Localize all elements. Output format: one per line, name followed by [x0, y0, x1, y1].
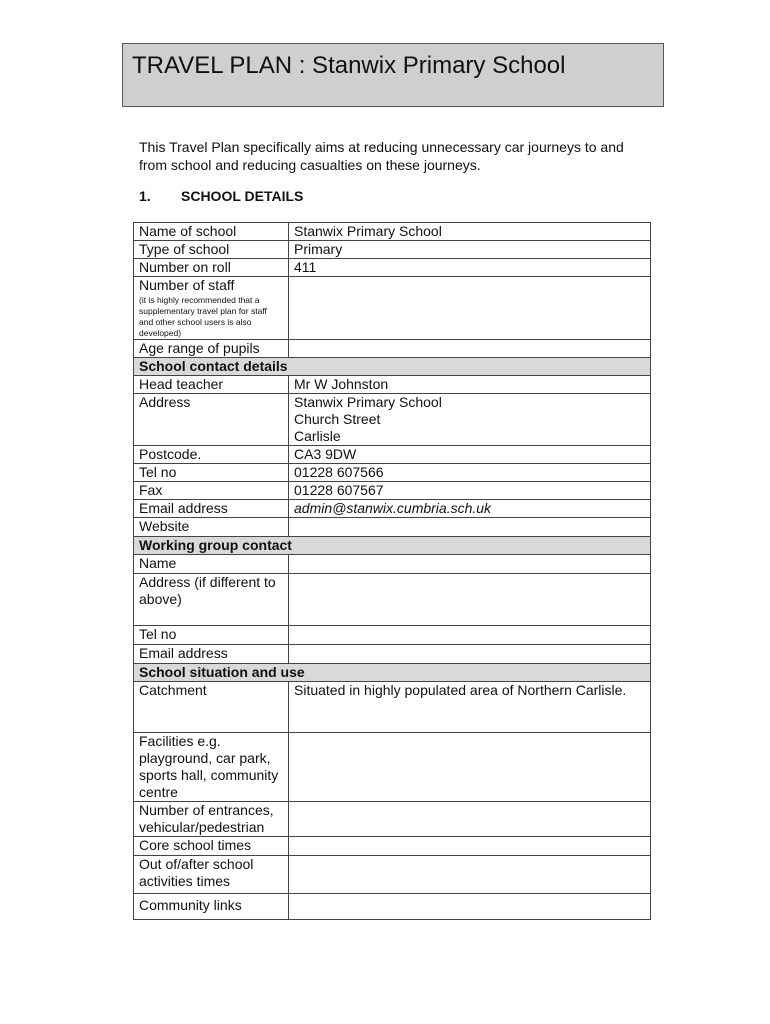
table-row	[134, 464, 651, 482]
row-value[interactable]: Situated in highly populated area of Northern Carlisle.	[289, 682, 651, 733]
section-row	[134, 664, 651, 682]
row-value[interactable]	[289, 645, 651, 664]
table-row	[134, 376, 651, 394]
section-number: 1.	[139, 188, 151, 204]
row-value[interactable]: Primary	[289, 241, 651, 259]
section-row-title: School contact details	[134, 358, 651, 376]
table-row	[134, 500, 651, 518]
row-label: Number of staff	[139, 277, 235, 293]
section-row-title: Working group contact	[134, 537, 651, 555]
row-label: Fax	[134, 482, 289, 500]
section-row	[134, 358, 651, 376]
row-label: Type of school	[134, 241, 289, 259]
row-label: Address	[134, 394, 289, 446]
row-label: Postcode.	[134, 446, 289, 464]
row-value[interactable]: 411	[289, 259, 651, 277]
table-row	[134, 340, 651, 358]
row-value[interactable]	[289, 733, 651, 802]
table-row	[134, 259, 651, 277]
table-row	[134, 241, 651, 259]
table-row	[134, 856, 651, 894]
title-box	[122, 43, 664, 107]
row-value[interactable]	[289, 574, 651, 626]
table-row	[134, 446, 651, 464]
table-row	[134, 555, 651, 574]
row-value[interactable]: CA3 9DW	[289, 446, 651, 464]
row-label: Facilities e.g. playground, car park, sports hall, community centre	[134, 733, 289, 802]
table-row	[134, 626, 651, 645]
table-row	[134, 802, 651, 837]
table-row	[134, 837, 651, 856]
row-label-cell	[134, 277, 289, 340]
row-label: Community links	[134, 894, 289, 920]
table-row	[134, 682, 651, 733]
row-value[interactable]	[289, 837, 651, 856]
school-details-table	[133, 222, 651, 920]
table-row	[134, 645, 651, 664]
row-label: Tel no	[134, 626, 289, 645]
row-value[interactable]: Stanwix Primary School	[289, 223, 651, 241]
table-row	[134, 482, 651, 500]
row-label: Tel no	[134, 464, 289, 482]
section-heading	[139, 188, 303, 204]
row-label: Core school times	[134, 837, 289, 856]
row-value[interactable]	[289, 856, 651, 894]
table-row	[134, 574, 651, 626]
intro-paragraph: This Travel Plan specifically aims at reducing unnecessary car journeys to and from school and reducing casualties on these journeys.	[139, 139, 624, 173]
address-line: Church Street	[294, 411, 381, 427]
email-link[interactable]: admin@stanwix.cumbria.sch.uk	[289, 500, 651, 518]
page-title: TRAVEL PLAN : Stanwix Primary School	[132, 52, 566, 79]
row-label: Out of/after school activities times	[134, 856, 289, 894]
table-row	[134, 733, 651, 802]
table-row	[134, 394, 651, 446]
row-label: Head teacher	[134, 376, 289, 394]
row-label: Age range of pupils	[134, 340, 289, 358]
address-value[interactable]	[289, 394, 651, 446]
row-note: (it is highly recommended that a supplementary travel plan for staff and other school users is also developed)	[139, 295, 267, 338]
row-label: Address (if different to above)	[134, 574, 289, 626]
row-label: Website	[134, 518, 289, 537]
address-line: Carlisle	[294, 428, 341, 444]
row-value[interactable]: 01228 607566	[289, 464, 651, 482]
table-row	[134, 223, 651, 241]
table-row	[134, 518, 651, 537]
row-label: Email address	[134, 500, 289, 518]
row-value[interactable]	[289, 518, 651, 537]
table-row	[134, 894, 651, 920]
table-row	[134, 277, 651, 340]
row-label: Name of school	[134, 223, 289, 241]
address-line: Stanwix Primary School	[294, 394, 442, 410]
row-label: Number of entrances, vehicular/pedestrian	[134, 802, 289, 837]
row-value[interactable]	[289, 894, 651, 920]
row-label: Email address	[134, 645, 289, 664]
row-label: Catchment	[134, 682, 289, 733]
row-label: Number on roll	[134, 259, 289, 277]
row-value[interactable]	[289, 555, 651, 574]
section-row-title: School situation and use	[134, 664, 651, 682]
row-value[interactable]	[289, 277, 651, 340]
row-label: Name	[134, 555, 289, 574]
section-title: SCHOOL DETAILS	[181, 188, 304, 204]
row-value[interactable]	[289, 340, 651, 358]
row-value[interactable]: 01228 607567	[289, 482, 651, 500]
row-value[interactable]	[289, 626, 651, 645]
row-value[interactable]	[289, 802, 651, 837]
section-row	[134, 537, 651, 555]
row-value[interactable]: Mr W Johnston	[289, 376, 651, 394]
